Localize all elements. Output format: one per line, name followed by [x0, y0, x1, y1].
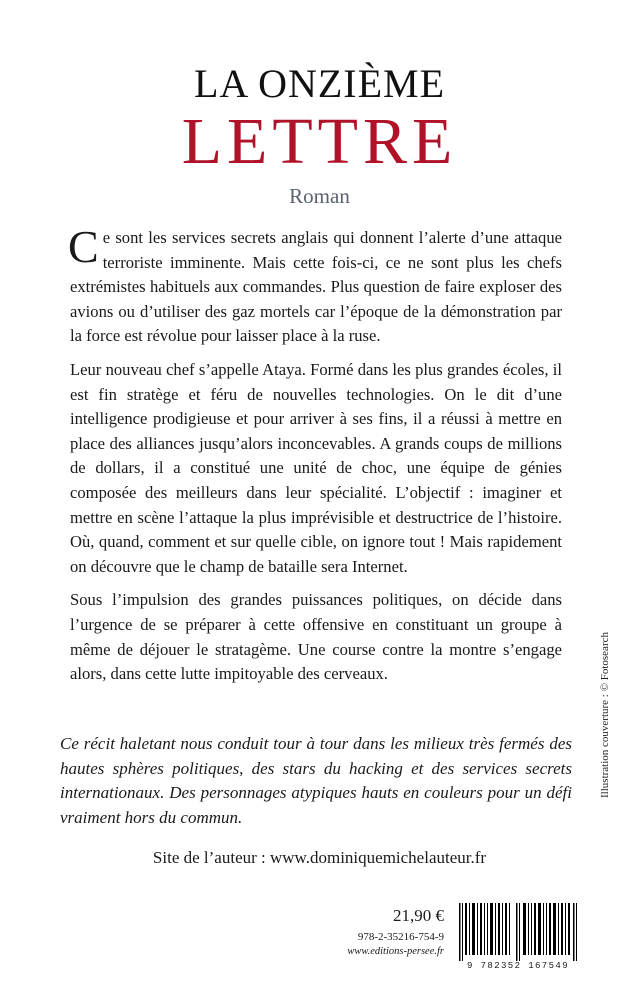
synopsis-paragraph-1-text: e sont les services secrets anglais qui donnent l’alerte d’une attaque terroriste imminente. Mais cette fois-ci, ce ne sont plus les chefs extrémistes habituels aux commandes. Plus question de faire exploser des avions ou d’utiliser des gaz mortels car l’époque de la démonstration par la force est révolue pour laisser place à la ruse. — [70, 228, 562, 346]
tagline: Ce récit haletant nous conduit tour à tour dans les milieux très fermés des hautes sphères politiques, des stars du hacking et des services secrets internationaux. Des personnages atypiques hauts en couleurs pour un défi vraiment hors du commun. — [60, 734, 572, 827]
publisher-url: www.editions-persee.fr — [347, 946, 444, 957]
barcode-digits: 9 782352 167549 — [466, 961, 569, 971]
genre-subtitle: Roman — [289, 184, 350, 208]
synopsis — [68, 221, 562, 696]
author-site: Site de l’auteur : www.dominiquemichelauteur.fr — [152, 848, 487, 867]
isbn: 978-2-35216-754-9 — [357, 931, 444, 943]
drop-cap: C — [68, 221, 99, 272]
price: 21,90 € — [393, 906, 444, 925]
barcode — [453, 903, 583, 973]
illustration-credit-text: Illustration couverture : © Fotosearch — [599, 632, 611, 798]
barcode-bars — [459, 903, 577, 961]
synopsis-paragraph-3: Sous l’impulsion des grandes puissances politiques, on décide dans l’urgence de se préparer à cette offensive en constituant un groupe à même de déjouer le stratagème. Une course contre la montre s’engage alors, dans cette lutte impitoyable des cerveaux. — [70, 590, 562, 684]
synopsis-paragraph-1 — [68, 221, 562, 349]
book-title-line1: LA ONZIÈME — [193, 61, 446, 106]
price-block — [322, 906, 444, 959]
illustration-credit — [595, 595, 615, 835]
book-title-line2: LETTRE — [181, 105, 458, 178]
synopsis-paragraph-2: Leur nouveau chef s’appelle Ataya. Formé dans les plus grandes écoles, il est fin stratège et féru de nouvelles technologies. On le dit d’une intelligence prodigieuse et pour arriver à ses fins, il a réussi à mettre en place des alliances jusqu’alors inconcevables. A grands coups de millions de dollars, il a constitué une unité de choc, une équipe de génies composée des meilleurs dans leur spécialité. L’objectif : imaginer et mettre en scène l’attaque la plus imprévisible et destructrice de l’histoire. Où, quand, comment et sur quelle cible, on ignore tout ! Mais rapidement on découvre que le champ de bataille sera Internet. — [70, 359, 562, 576]
